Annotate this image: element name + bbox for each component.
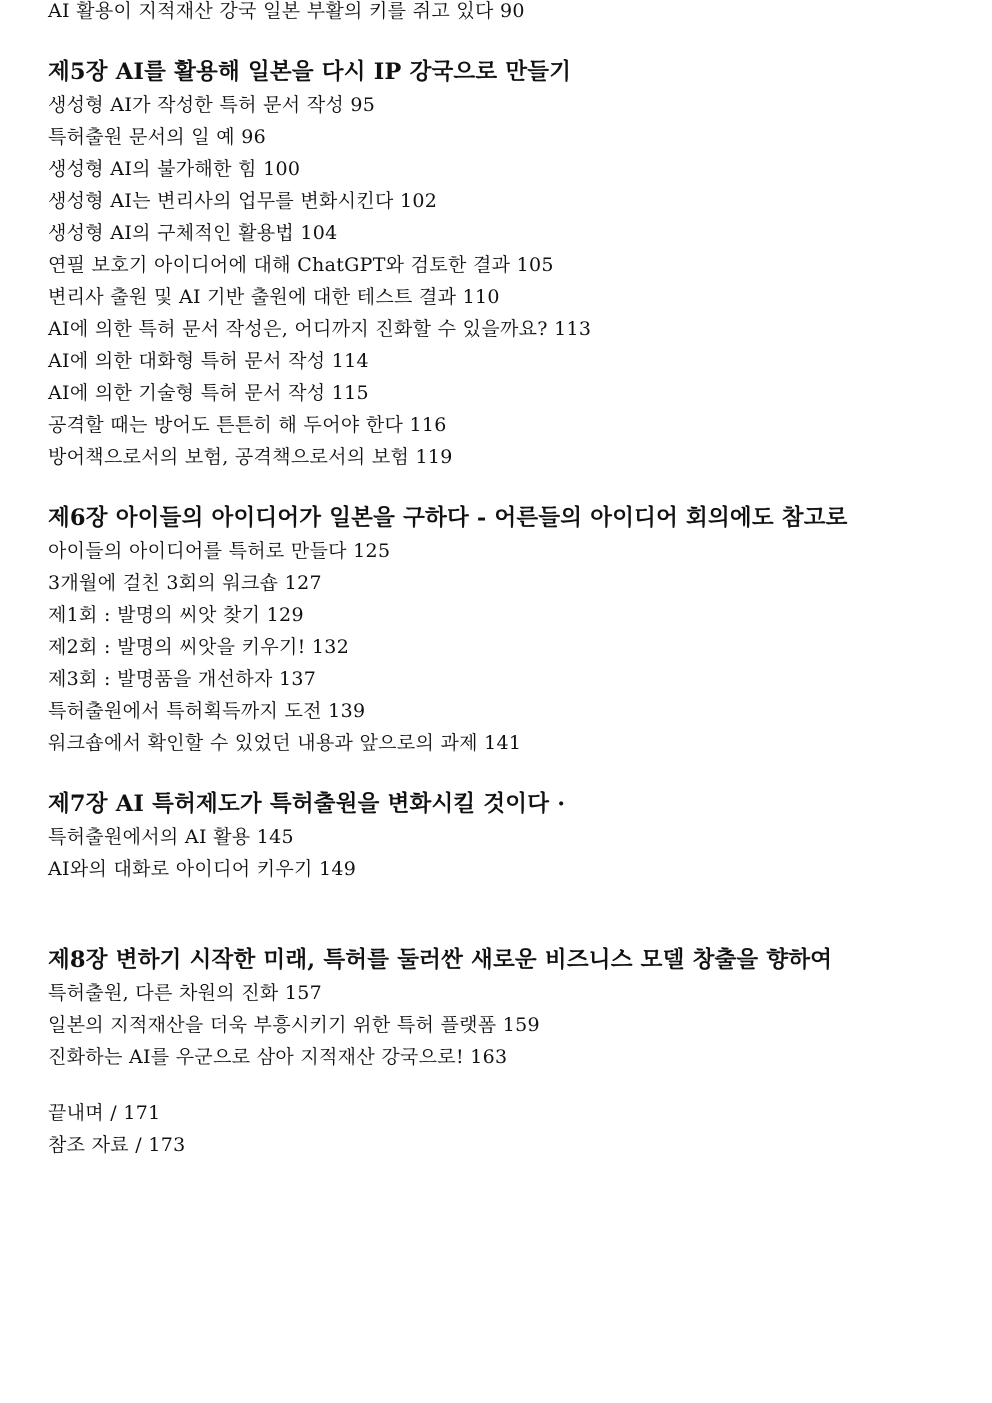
chapter-8-title: 제8장 변하기 시작한 미래, 특허를 둘러싼 새로운 비즈니스 모델 창출을 향하여 [48,947,833,973]
toc-entry: 특허출원, 다른 차원의 진화 157 [48,982,323,1004]
toc-entry: 제2회 : 발명의 씨앗을 키우기! 132 [48,636,350,658]
toc-entry: 진화하는 AI를 우군으로 삼아 지적재산 강국으로! 163 [48,1046,508,1068]
toc-entry: 제1회 : 발명의 씨앗 찾기 129 [48,604,304,626]
toc-entry: 제3회 : 발명품을 개선하자 137 [48,668,317,690]
toc-entry: 방어책으로서의 보험, 공격책으로서의 보험 119 [48,446,453,468]
toc-entry: 특허출원 문서의 일 예 96 [48,126,267,148]
chapter-6-items [48,535,978,759]
toc-entry: 아이들의 아이디어를 특허로 만들다 125 [48,540,391,562]
closing-section [48,1097,978,1161]
chapter-5-title: 제5장 AI를 활용해 일본을 다시 IP 강국으로 만들기 [48,59,572,85]
toc-entry-closing: 끝내며 / 171 [48,1102,161,1124]
toc-entry: 특허출원에서 특허획득까지 도전 139 [48,700,366,722]
toc-entry: 특허출원에서의 AI 활용 145 [48,826,294,848]
chapter-7-items [48,821,978,885]
chapter-8-items [48,977,978,1073]
chapter-7-title: 제7장 AI 특허제도가 특허출원을 변화시킬 것이다 · [48,791,566,817]
table-of-contents [48,0,978,1161]
toc-entry: 3개월에 걸친 3회의 워크숍 127 [48,572,322,594]
toc-entry: 공격할 때는 방어도 튼튼히 해 두어야 한다 116 [48,414,447,436]
toc-entry: 워크숍에서 확인할 수 있었던 내용과 앞으로의 과제 141 [48,732,522,754]
toc-entry: 일본의 지적재산을 더욱 부흥시키기 위한 특허 플랫폼 159 [48,1014,540,1036]
toc-entry: 생성형 AI의 구체적인 활용법 104 [48,222,338,244]
toc-entry: AI 활용이 지적재산 강국 일본 부활의 키를 쥐고 있다 90 [48,0,525,22]
toc-entry: 생성형 AI의 불가해한 힘 100 [48,158,301,180]
toc-entry: 연필 보호기 아이디어에 대해 ChatGPT와 검토한 결과 105 [48,254,554,276]
toc-entry: AI와의 대화로 아이디어 키우기 149 [48,858,357,880]
toc-entry-references: 참조 자료 / 173 [48,1134,186,1156]
toc-entry: 변리사 출원 및 AI 기반 출원에 대한 테스트 결과 110 [48,286,500,308]
toc-entry: 생성형 AI는 변리사의 업무를 변화시킨다 102 [48,190,438,212]
chapter-5-items [48,89,978,473]
toc-entry: AI에 의한 기술형 특허 문서 작성 115 [48,382,369,404]
toc-entry: 생성형 AI가 작성한 특허 문서 작성 95 [48,94,376,116]
toc-entry: AI에 의한 대화형 특허 문서 작성 114 [48,350,369,372]
chapter-6-title: 제6장 아이들의 아이디어가 일본을 구하다 - 어른들의 아이디어 회의에도 참고로 [48,505,848,531]
toc-entry: AI에 의한 특허 문서 작성은, 어디까지 진화할 수 있을까요? 113 [48,318,592,340]
